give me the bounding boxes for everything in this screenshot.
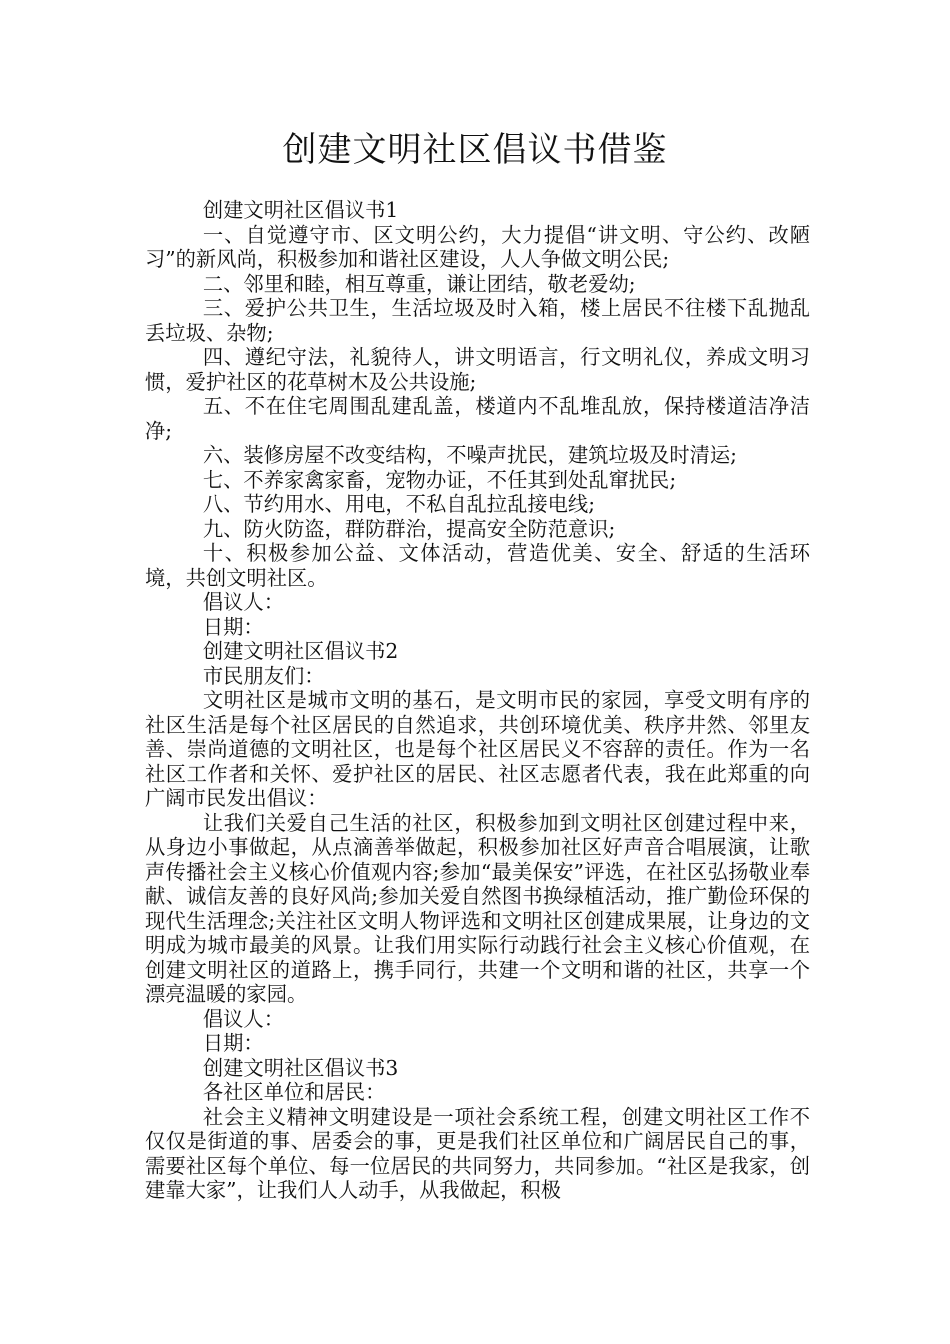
salutation: 各社区单位和居民： [202,1080,386,1104]
paragraph: 十、积极参加公益、文体活动，营造优美、安全、舒适的生活环境，共创文明社区。 [145,541,810,590]
paragraph: 一、自觉遵守市、区文明公约，大力提倡“讲文明、守公约、改陋习”的新风尚，积极参加和谐社区建设，人人争做文明公民; [145,222,810,271]
paragraph: 文明社区是城市文明的基石，是文明市民的家园，享受文明有序的社区生活是每个社区居民的自然追求，共创环境优美、秩序井然、邻里友善、崇尚道德的文明社区，也是每个社区居民义不容辞的责任。作为一名社区工作者和关怀、爱护社区的居民、社区志愿者代表，我在此郑重的向广阔市民发出倡议： [145,688,810,810]
date-line: 日期： [202,614,264,639]
document-title: 创建文明社区倡议书借鉴 [282,130,668,170]
paragraph: 六、装修房屋不改变结构，不噪声扰民，建筑垃圾及时清运; [202,443,737,467]
paragraph: 九、防火防盗，群防群治，提高安全防范意识; [202,516,616,541]
salutation: 市民朋友们： [202,663,325,688]
section-heading: 创建文明社区倡议书1 [202,198,399,222]
section-heading: 创建文明社区倡议书3 [202,1055,399,1080]
signature-line: 倡议人： [202,590,284,614]
paragraph: 七、不养家禽家畜，宠物办证，不任其到处乱窜扰民; [202,467,677,492]
paragraph: 八、节约用水、用电，不私自乱拉乱接电线; [202,492,596,516]
document-body [145,198,810,1203]
paragraph: 二、邻里和睦，相互尊重，谦让团结，敬老爱幼; [202,271,636,296]
date-line: 日期： [202,1031,264,1055]
paragraph: 三、爱护公共卫生，生活垃圾及时入箱，楼上居民不往楼下乱抛乱丢垃圾、杂物; [145,296,810,345]
paragraph: 让我们关爱自己生活的社区，积极参加到文明社区创建过程中来，从身边小事做起，从点滴善举做起，积极参加社区好声音合唱展演，让歌声传播社会主义核心价值观内容;参加“最美保安”评选，在社区弘扬敬业奉献、诚信友善的良好风尚;参加关爱自然图书换绿植活动，推广勤俭环保的现代生活理念;关注社区文明人物评选和文明社区创建成果展，让身边的文明成为城市最美的风景。让我们用实际行动践行社会主义核心价值观，在创建文明社区的道路上，携手同行，共建一个文明和谐的社区，共享一个漂亮温暖的家园。 [145,810,810,1006]
section-heading: 创建文明社区倡议书2 [202,639,399,663]
paragraph: 五、不在住宅周围乱建乱盖，楼道内不乱堆乱放，保持楼道洁净洁净; [145,394,810,443]
paragraph: 社会主义精神文明建设是一项社会系统工程，创建文明社区工作不仅仅是街道的事、居委会的事，更是我们社区单位和广阔居民自己的事，需要社区每个单位、每一位居民的共同努力，共同参加。“社区是我家，创建靠大家”，让我们人人动手，从我做起，积极 [145,1104,810,1202]
signature-line: 倡议人： [202,1006,284,1031]
paragraph: 四、遵纪守法，礼貌待人，讲文明语言，行文明礼仪，养成文明习惯，爱护社区的花草树木及公共设施; [145,345,810,394]
